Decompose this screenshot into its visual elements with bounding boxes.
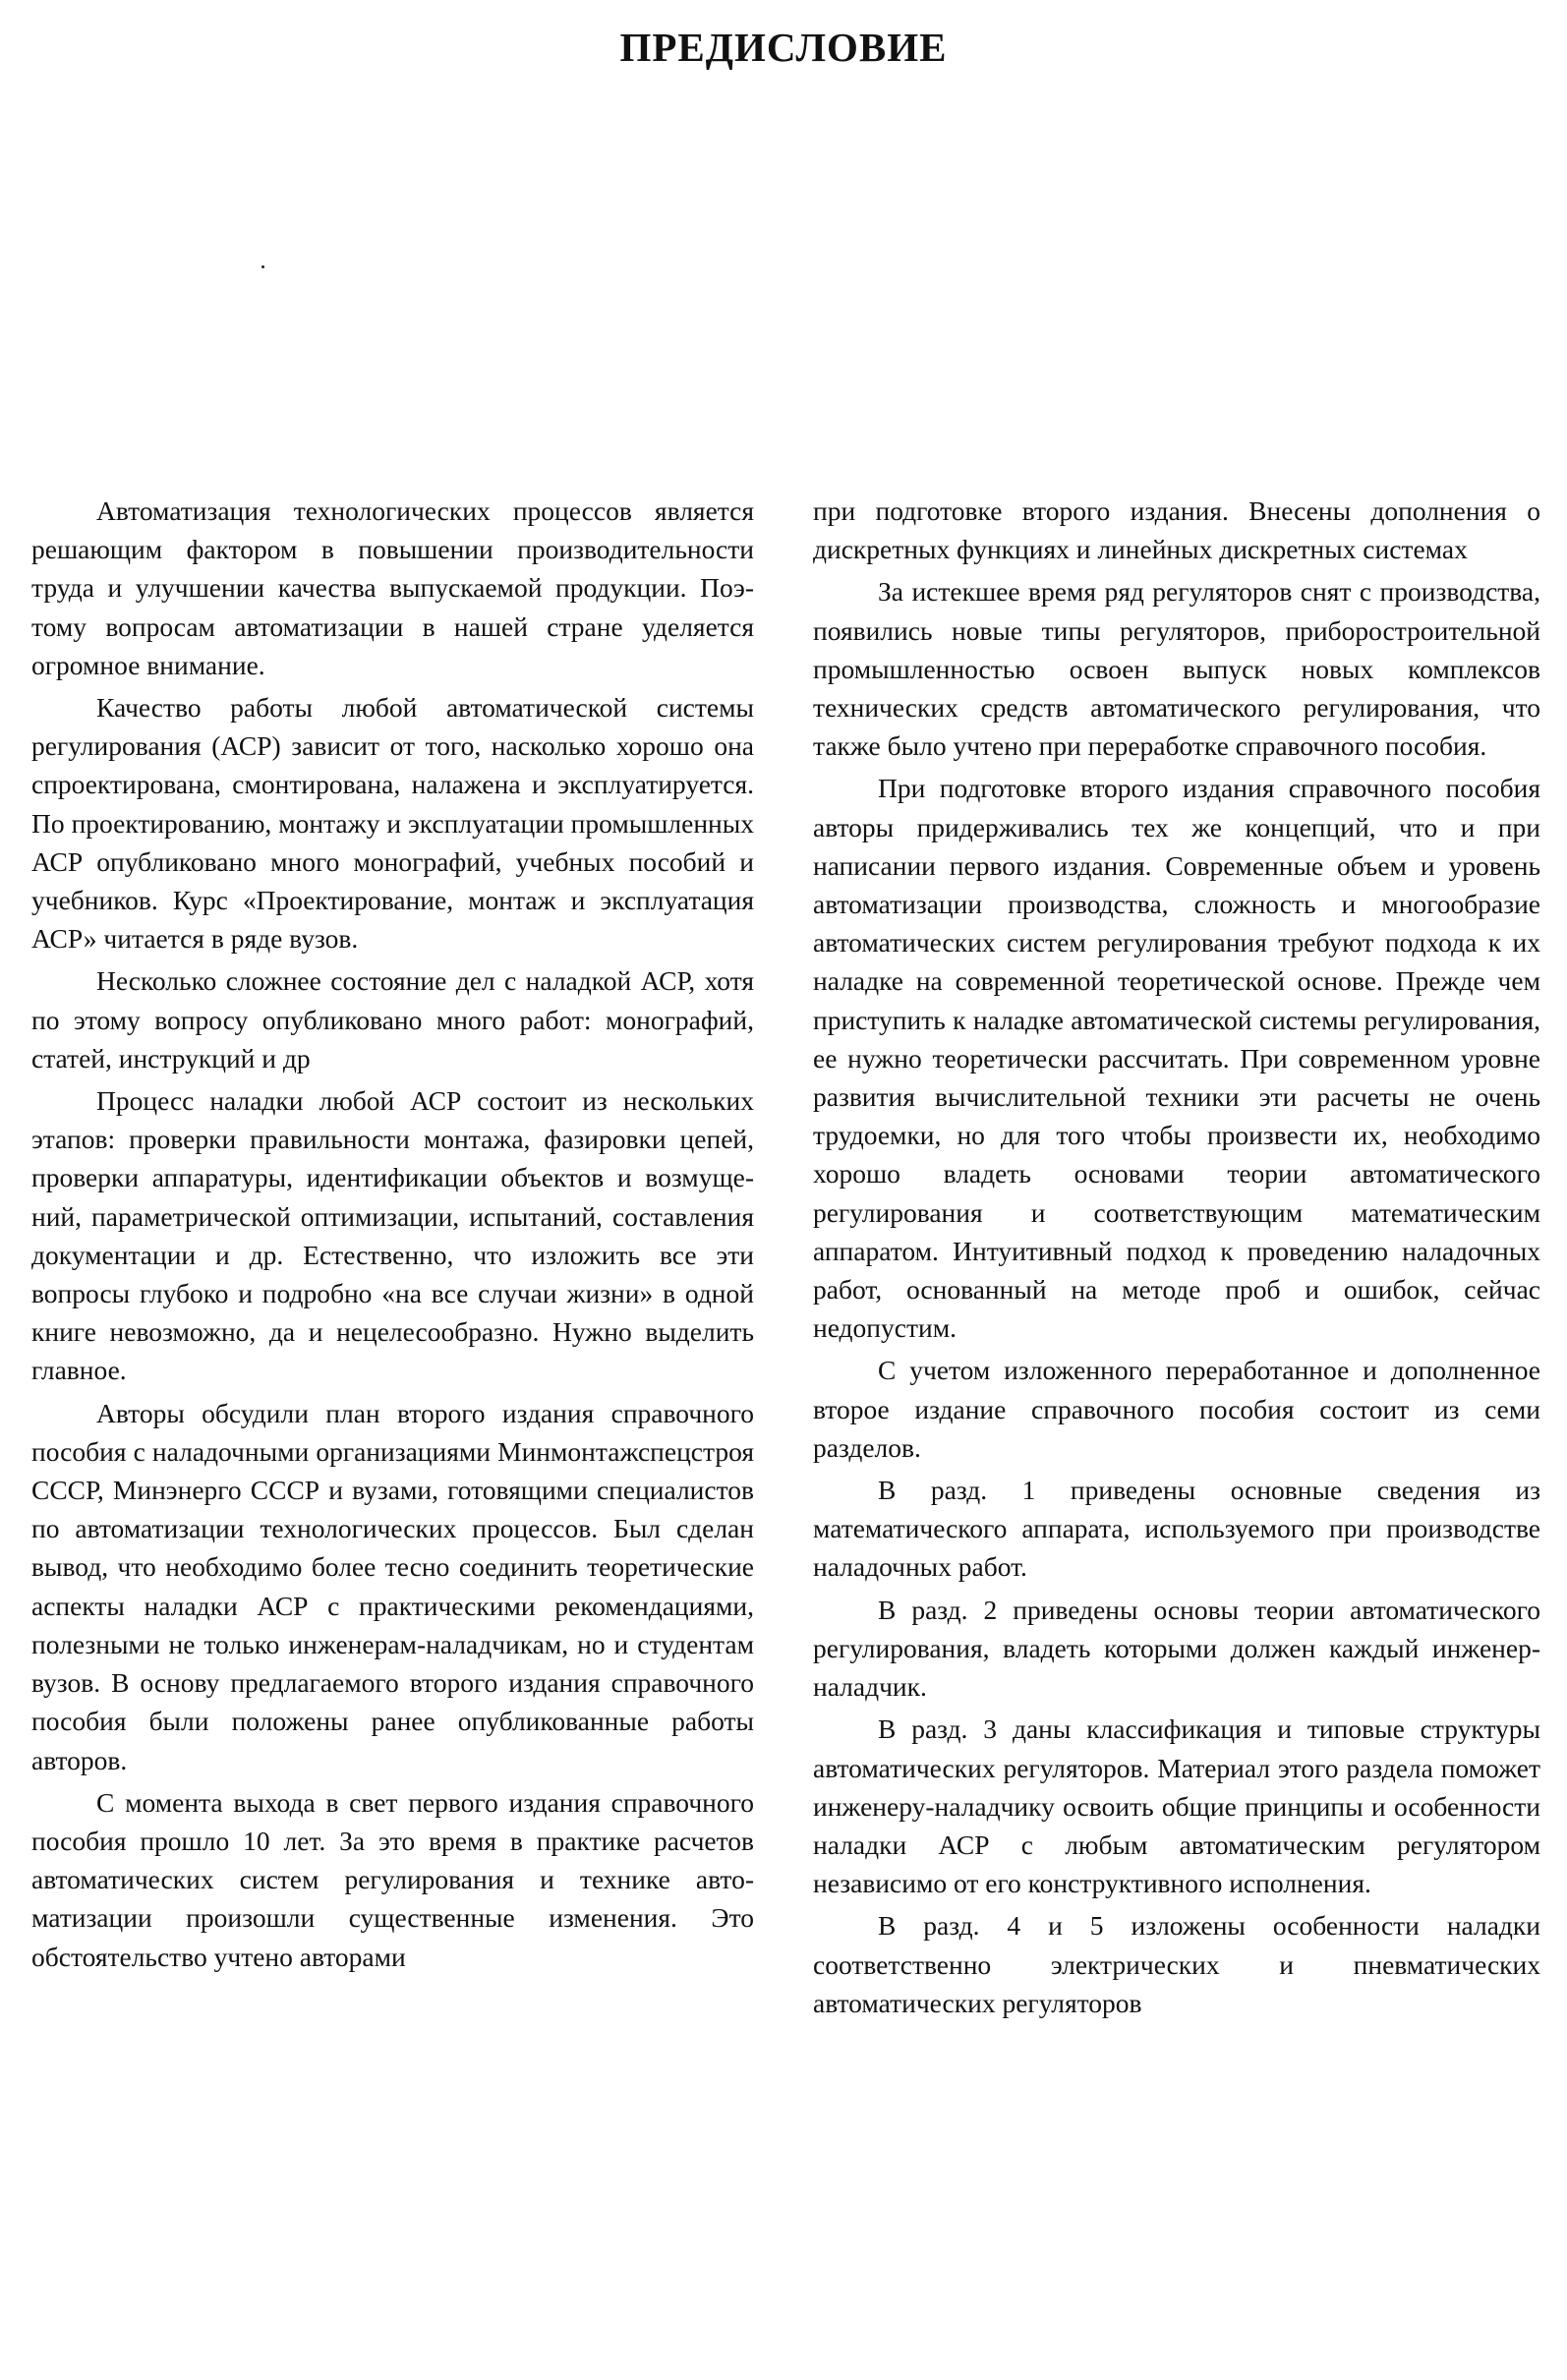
paragraph: Процесс наладки любой АСР состоит из нескольких этапов: проверки правильности монтажа, фазировки цепей, проверки аппаратуры, идентификации объектов и возмущений, параметрической оптимизации, испытаний, составления документации и др. Естественно, что изложить все эти вопросы глубоко и подробно «на все случаи жизни» в одной книге невозможно, да и нецелесообразно. Нужно выделить главное. bbox=[31, 1085, 754, 1386]
paragraph: В разд. 4 и 5 изложены особенности наладки соответственно электрических и пневматических автоматических регуляторов bbox=[813, 1910, 1540, 2018]
paragraph: Качество работы любой автоматической системы регулирования (АСР) зависит от того, насколько хорошо она спроектирована, смонтирована, налажена и эксплуатируется. По проектированию, монтажу и эксплуатации промышленных АСР опубликовано много монографий, учебных пособий и учебников. Курс «Проектирование, монтаж и эксплуатация АСР» читается в ряде вузов. bbox=[31, 692, 754, 955]
page-title: ПРЕДИСЛОВИЕ bbox=[619, 25, 948, 70]
left-column bbox=[31, 492, 754, 1980]
paragraph-continued: при подготовке второго издания. Внесены дополнения о дискретных функциях и линейных дискретных системах bbox=[813, 495, 1540, 565]
paragraph: С учетом изложенного переработанное и дополненное второе издание справочного пособия состоит из семи разделов. bbox=[813, 1355, 1540, 1463]
paragraph: Автоматизация технологических процессов является решающим фактором в повышении производительности труда и улучшении качества выпускаемой продукции. Поэтому вопросам автоматизации в нашей стране уделяется огромное внимание. bbox=[31, 495, 754, 680]
paragraph: В разд. 1 приведены основные сведения из математического аппарата, используемого при производстве наладочных работ. bbox=[813, 1475, 1540, 1583]
paragraph: С момента выхода в свет первого издания справочного пособия прошло 10 лет. За это время в практике расчетов автоматических систем регулирования и технике автоматизации произошли существенные изменения. Это обстоятельство учтено авторами bbox=[31, 1786, 754, 1972]
paragraph: Авторы обсудили план второго издания справочного пособия с наладочными организациями Минмонтажспецстроя СССР, Минэнерго СССР и вузами, готовящими специалистов по автоматизации технологических процессов. Был сделан вывод, что необходимо более тесно соединить теоретические аспекты наладки АСР с практическими рекомендациями, полезными не только инженерам-наладчикам, но и студентам вузов. В основу предлагаемого второго издания справочного пособия были положены ранее опубликованные работы авторов. bbox=[31, 1397, 754, 1775]
scan-speck bbox=[261, 265, 264, 268]
paragraph: За истекшее время ряд регуляторов снят с производства, появились новые типы регуляторов, приборостроительной промышленностью освоен выпуск новых комплексов технических средств автоматического регулирования, что также было учтено при переработке справочного пособия. bbox=[813, 576, 1540, 762]
paragraph: В разд. 2 приведены основы теории автоматического регулирования, владеть которыми должен каждый инженер-наладчик. bbox=[813, 1594, 1540, 1703]
right-column bbox=[813, 492, 1540, 2026]
paragraph: В разд. 3 даны классификация и типовые структуры автоматических регуляторов. Материал этого раздела поможет инженеру-наладчику освоить общие принципы и особенности наладки АСР с любым автоматическим регулятором независимо от его конструктивного исполнения. bbox=[813, 1713, 1540, 1899]
paragraph: При подготовке второго издания справочного пособия авторы придерживались тех же концепций, что и при написании первого издания. Современные объем и уровень автоматизации производства, сложность и многообразие автоматических систем регулирования требуют подхода к их наладке на современной теоретической основе. Прежде чем приступить к наладке автоматической системы регулирования, ее нужно теоретически рассчитать. При современном уровне развития вычислительной техники эти расчеты не очень трудоемки, но для того чтобы произвести их, необходимо хорошо владеть основами теории автоматического регулирования и соответствующим математическим аппаратом. Интуитивный подход к проведению наладочных работ, основанный на методе проб и ошибок, сейчас недопустим. bbox=[813, 773, 1540, 1344]
paragraph: Несколько сложнее состояние дел с наладкой АСР, хотя по этому вопросу опубликовано много работ: монографий, статей, инструкций и др bbox=[31, 965, 754, 1074]
